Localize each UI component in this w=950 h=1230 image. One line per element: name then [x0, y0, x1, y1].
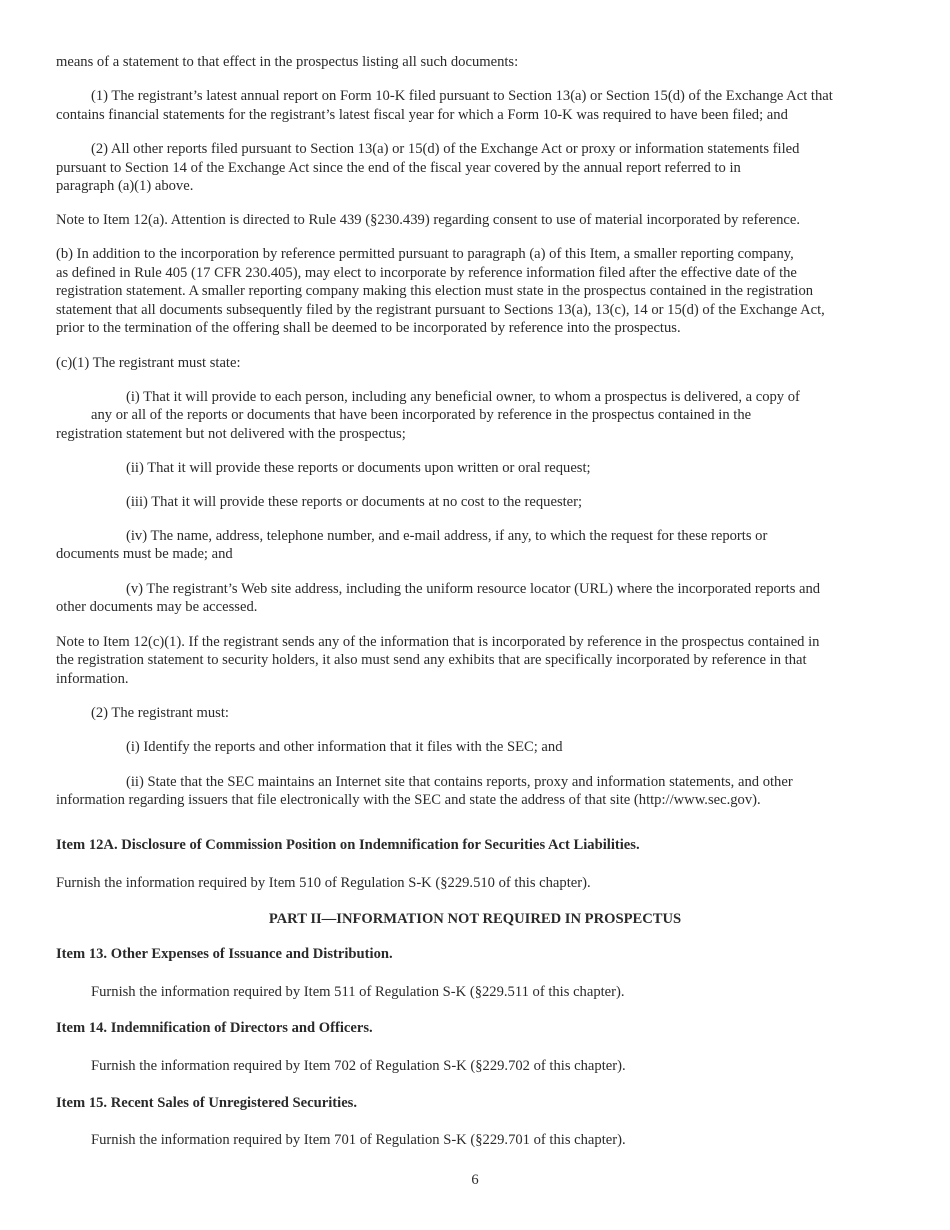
text-line: (1) The registrant’s latest annual report on Form 10-K filed pursuant to Section 13(a) or Section 15(d) of the Exchange Act that: [91, 88, 833, 104]
text-line: registration statement. A smaller reporting company making this election must state in the prospectus contained in the registration: [56, 283, 814, 299]
text-line: (i) That it will provide to each person, including any beneficial owner, to whom a prospectus is delivered, a copy of: [126, 389, 800, 405]
text-line: information.: [56, 671, 129, 687]
text-line: any or all of the reports or documents that have been incorporated by reference in the prospectus contained in the: [91, 407, 752, 423]
text-line: paragraph (a)(1) above.: [56, 178, 194, 194]
text-line: Furnish the information required by Item 511 of Regulation S-K (§229.511 of this chapter).: [91, 984, 625, 1000]
text-line: documents must be made; and: [56, 546, 233, 562]
text-line: (2) The registrant must:: [91, 705, 229, 721]
text-line: (iv) The name, address, telephone number, and e-mail address, if any, to which the request for these reports or: [126, 528, 768, 544]
part-ii-heading: PART II—INFORMATION NOT REQUIRED IN PROSPECTUS: [268, 911, 682, 927]
text-line: pursuant to Section 14 of the Exchange Act since the end of the fiscal year covered by the annual report referred to in: [56, 160, 741, 176]
text-line: (2) All other reports filed pursuant to Section 13(a) or 15(d) of the Exchange Act or proxy or information statements filed: [91, 141, 800, 157]
text-line: Furnish the information required by Item 702 of Regulation S-K (§229.702 of this chapter).: [91, 1058, 626, 1074]
item-12a-heading: Item 12A. Disclosure of Commission Position on Indemnification for Securities Act Liabilities.: [56, 837, 640, 853]
text-line: registration statement but not delivered with the prospectus;: [56, 426, 406, 442]
text-line: the registration statement to security holders, it also must send any exhibits that are specifically incorporated by reference in that: [56, 652, 807, 668]
text-line: statement that all documents subsequently filed by the registrant pursuant to Sections 13(a), 13(c), 14 or 15(d) of the Exchange Act,: [56, 302, 825, 318]
text-line: (v) The registrant’s Web site address, including the uniform resource locator (URL) where the incorporated reports and: [126, 581, 821, 597]
page-number: 6: [471, 1172, 479, 1188]
text-line: Furnish the information required by Item 701 of Regulation S-K (§229.701 of this chapter).: [91, 1132, 626, 1148]
text-line: contains financial statements for the registrant’s latest fiscal year for which a Form 10-K was required to have been filed; and: [56, 107, 788, 123]
text-line: (ii) State that the SEC maintains an Internet site that contains reports, proxy and information statements, and other: [126, 774, 793, 790]
text-line: prior to the termination of the offering shall be deemed to be incorporated by reference into the prospectus.: [56, 320, 681, 336]
text-line: as defined in Rule 405 (17 CFR 230.405), may elect to incorporate by reference information filed after the effective date of the: [56, 265, 797, 281]
text-line: (i) Identify the reports and other information that it files with the SEC; and: [126, 739, 563, 755]
text-line: (c)(1) The registrant must state:: [56, 355, 241, 371]
text-line: other documents may be accessed.: [56, 599, 258, 615]
text-line: information regarding issuers that file electronically with the SEC and state the address of that site (http://www.sec.gov).: [56, 792, 761, 808]
item-14-heading: Item 14. Indemnification of Directors and Officers.: [56, 1020, 373, 1036]
item-15-heading: Item 15. Recent Sales of Unregistered Securities.: [56, 1095, 357, 1111]
text-line: (b) In addition to the incorporation by reference permitted pursuant to paragraph (a) of this Item, a smaller reporting company,: [56, 246, 794, 262]
item-13-heading: Item 13. Other Expenses of Issuance and Distribution.: [56, 946, 393, 962]
note-item-12a: Note to Item 12(a). Attention is directed to Rule 439 (§230.439) regarding consent to use of material incorporated by reference.: [56, 212, 801, 228]
text-line: Furnish the information required by Item 510 of Regulation S-K (§229.510 of this chapter).: [56, 875, 591, 891]
note-item-12c1: Note to Item 12(c)(1). If the registrant sends any of the information that is incorporated by reference in the prospectus contained in: [56, 634, 820, 650]
text-line: (ii) That it will provide these reports or documents upon written or oral request;: [126, 460, 591, 476]
text-line: (iii) That it will provide these reports or documents at no cost to the requester;: [126, 494, 583, 510]
text-line: means of a statement to that effect in the prospectus listing all such documents:: [56, 54, 519, 70]
